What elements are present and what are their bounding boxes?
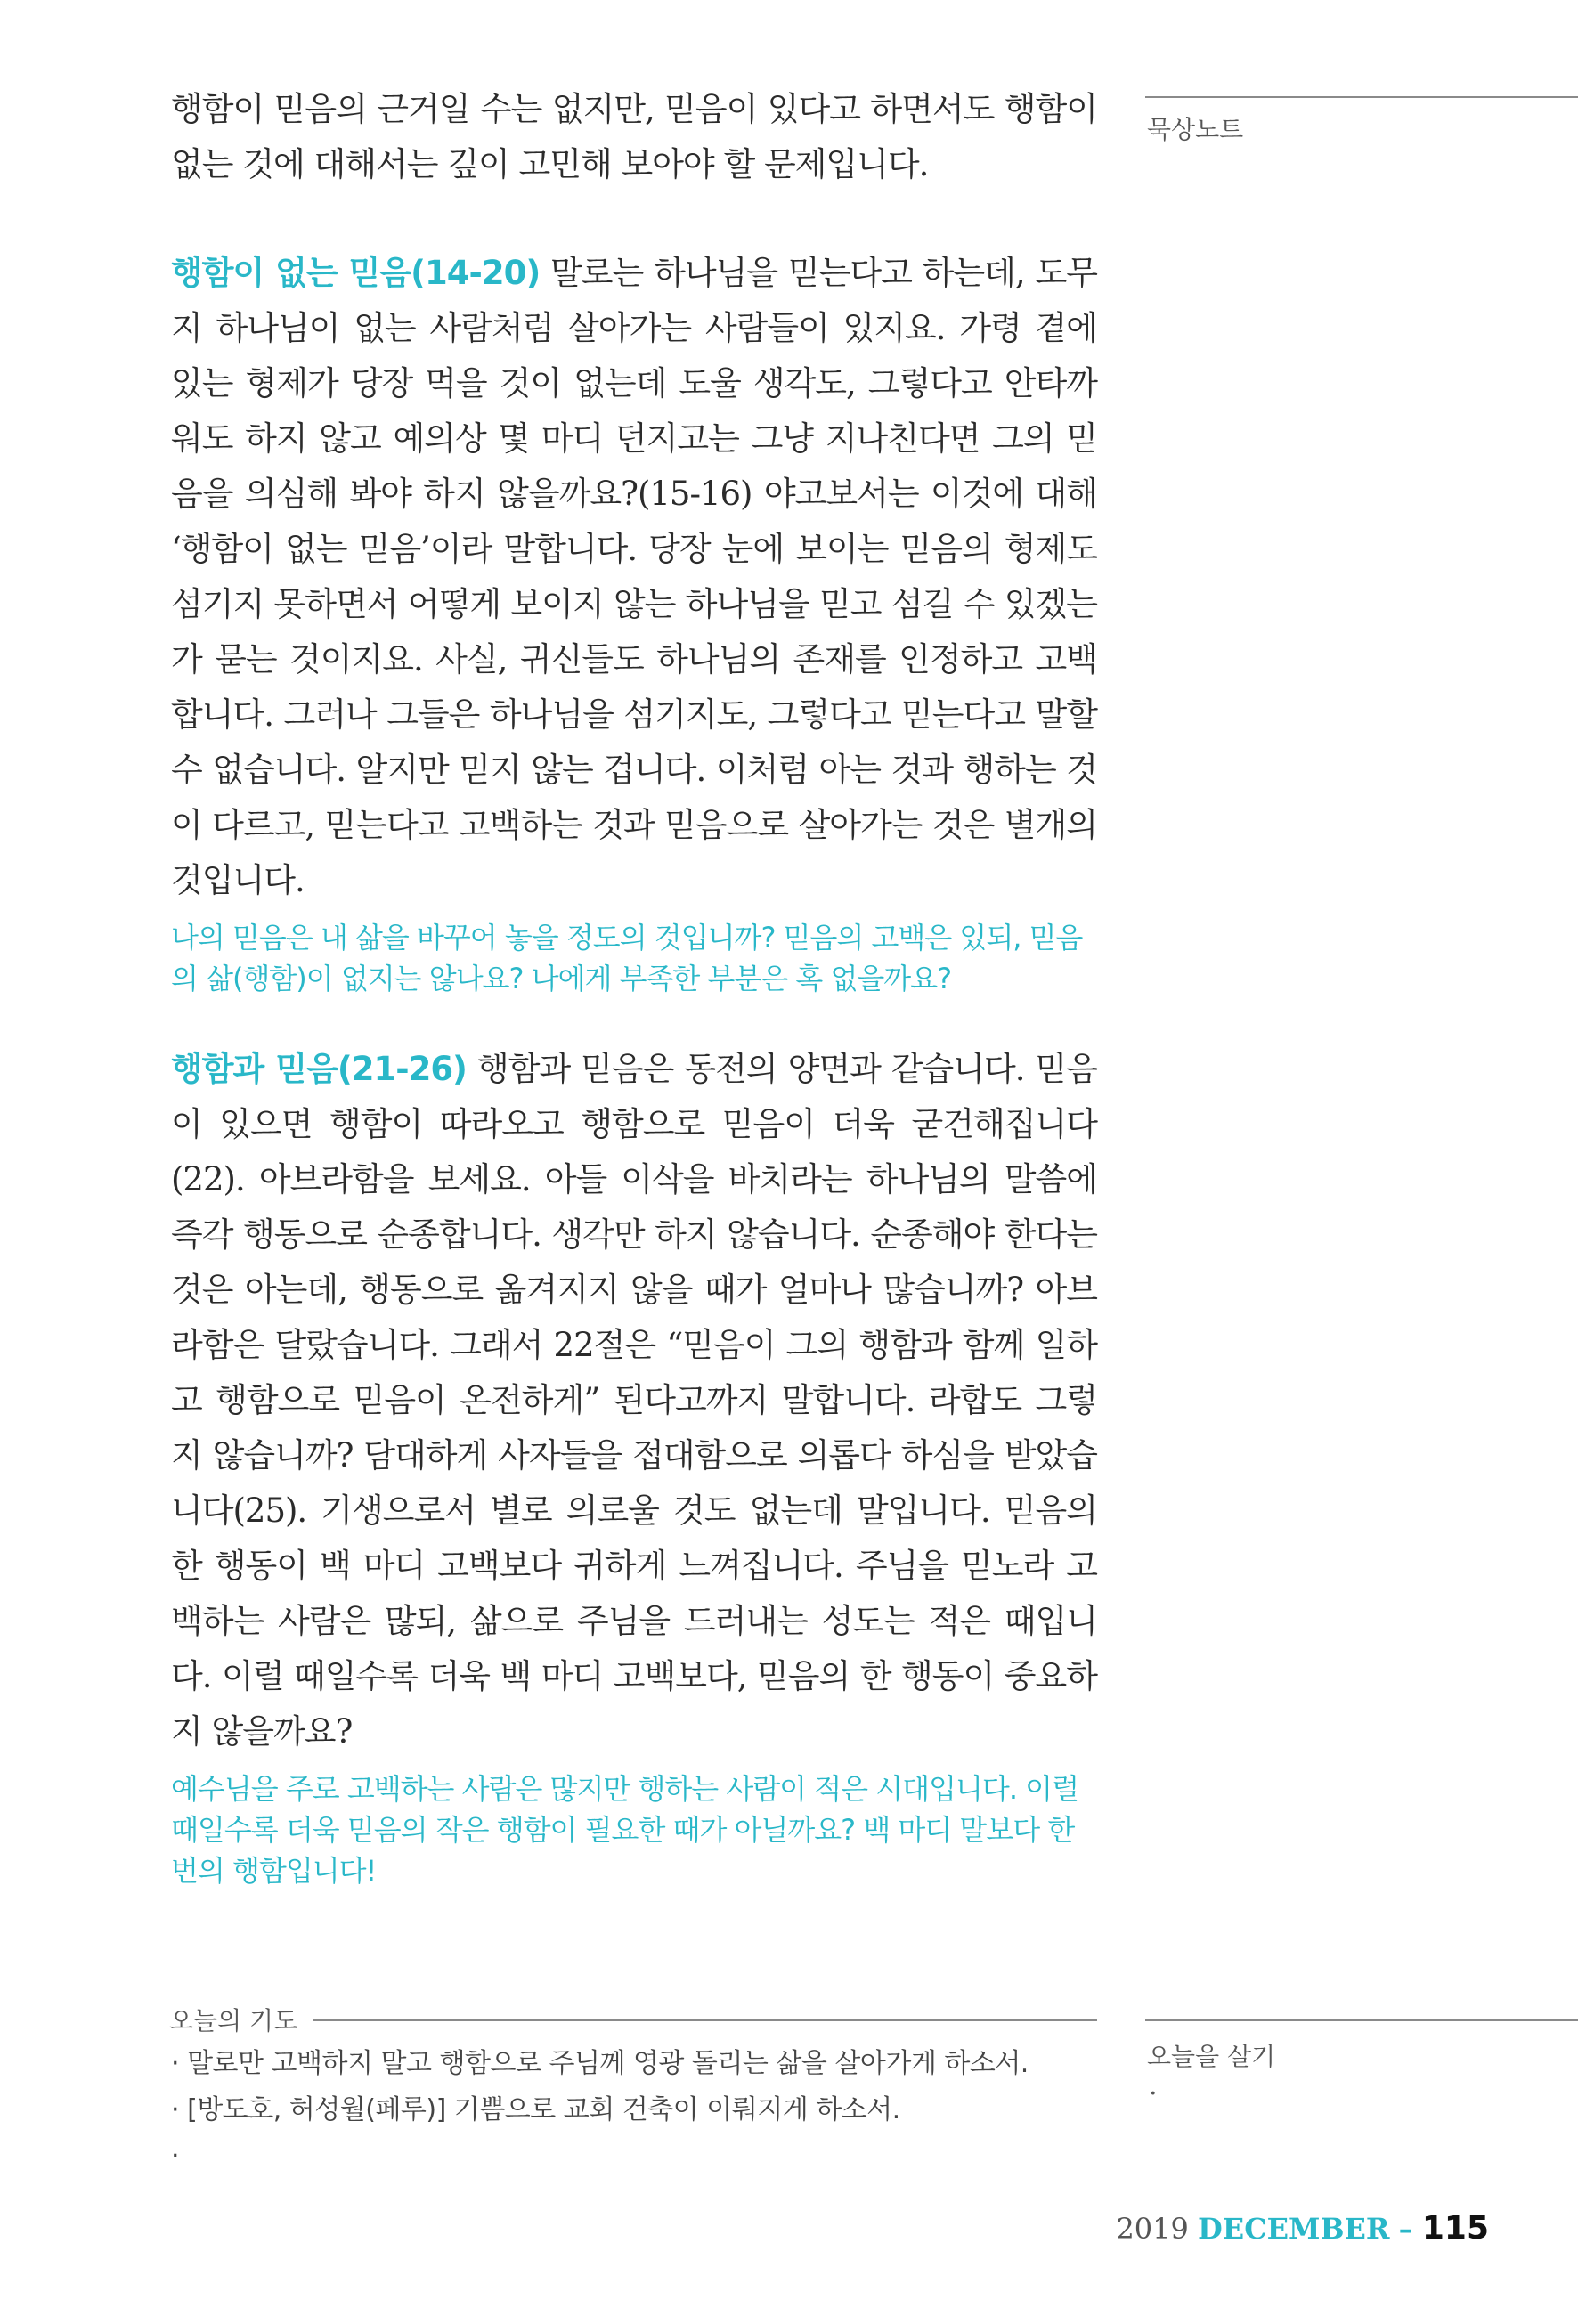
prayer-rule — [313, 2019, 1097, 2021]
prayer-item: · [방도호, 허성월(페루)] 기쁨으로 교회 건축이 이뤄지게 하소서. — [171, 2087, 1097, 2133]
reflection-question-1: 나의 믿음은 내 삶을 바꾸어 놓을 정도의 것입니까? 믿음의 고백은 있되, 믿음의 삶(행함)이 없지는 않나요? 나에게 부족한 부분은 혹 없을까요? — [171, 921, 1083, 995]
side-bottom-rule — [1145, 2019, 1578, 2021]
folio-year: 2019 — [1116, 2212, 1189, 2246]
main-text-column — [171, 82, 1097, 1934]
prayer-item — [171, 2133, 1097, 2180]
intro-paragraph: 행함이 믿음의 근거일 수는 없지만, 믿음이 있다고 하면서도 행함이 없는 것에 대해서는 깊이 고민해 보아야 할 문제입니다. — [171, 90, 1097, 183]
folio-dash: – — [1398, 2212, 1413, 2246]
section-body: 행함과 믿음은 동전의 양면과 같습니다. 믿음이 있으면 행함이 따라오고 행함으로 믿음이 더욱 굳건해집니다(22). 아브라함을 보세요. 아들 이삭을 바치라는 하나님의 말씀에 즉각 행동으로 순종합니다. 생각만 하지 않습니다. 순종해야 한다는 것은 아는데, 행동으로 옮겨지지 않을 때가 얼마나 많습니까? 아브라함은 달랐습니다. 그래서 22절은 “믿음이 그의 행함과 함께 일하고 행함으로 믿음이 온전하게” 된다고까지 말합니다. 라합도 그렇지 않습니까? 담대하게 사자들을 접대함으로 의롭다 하심을 받았습니다(25). 기생으로서 별로 의로울 것도 없는데 말입니다. 믿음의 한 행동이 백 마디 고백보다 귀하게 느껴집니다. 주님을 믿노라 고백하는 사람은 많되, 삶으로 주님을 드러내는 성도는 적은 때입니다. 이럴 때일수록 더욱 백 마디 고백보다, 믿음의 한 행동이 중요하지 않을까요? — [171, 1050, 1098, 1751]
section-heading: 행함이 없는 믿음(14-20) — [171, 254, 541, 292]
prayer-title: 오늘의 기도 — [169, 2006, 298, 2036]
section-heading: 행함과 믿음(21-26) — [171, 1050, 467, 1088]
side-today-bullet: · — [1149, 2078, 1158, 2109]
reflection-question-2: 예수님을 주로 고백하는 사람은 많지만 행하는 사람이 적은 시대입니다. 이럴 때일수록 더욱 믿음의 작은 행함이 필요한 때가 아닐까요? 백 마디 말보다 한 번의 행함입니다! — [171, 1772, 1078, 1888]
side-today-label: 오늘을 살기 — [1147, 2042, 1276, 2071]
section-body: 말로는 하나님을 믿는다고 하는데, 도무지 하나님이 없는 사람처럼 살아가는 사람들이 있지요. 가령 곁에 있는 형제가 당장 먹을 것이 없는데 도울 생각도, 그렇다고 안타까워도 하지 않고 예의상 몇 마디 던지고는 그냥 지나친다면 그의 믿음을 의심해 봐야 하지 않을까요?(15-16) 야고보서는 이것에 대해 ‘행함이 없는 믿음’이라 말합니다. 당장 눈에 보이는 믿음의 형제도 섬기지 못하면서 어떻게 보이지 않는 하나님을 믿고 섬길 수 있겠는가 묻는 것이지요. 사실, 귀신들도 하나님의 존재를 인정하고 고백합니다. 그러나 그들은 하나님을 섬기지도, 그렇다고 믿는다고 말할 수 없습니다. 알지만 믿지 않는 겁니다. 이처럼 아는 것과 행하는 것이 다르고, 믿는다고 고백하는 것과 믿음으로 살아가는 것은 별개의 것입니다. — [171, 254, 1097, 899]
side-top-rule — [1145, 96, 1578, 98]
page-number: 115 — [1421, 2210, 1489, 2247]
prayer-item: · 말로만 고백하지 말고 행함으로 주님께 영광 돌리는 삶을 살아가게 하소서. — [171, 2041, 1097, 2087]
section-faith-without-works — [171, 246, 1097, 908]
side-note-label: 묵상노트 — [1147, 115, 1244, 144]
page-folio — [1116, 2210, 1489, 2247]
section-works-and-faith — [171, 1042, 1097, 1759]
prayer-list — [171, 2041, 1097, 2180]
folio-month: DECEMBER — [1198, 2212, 1390, 2246]
